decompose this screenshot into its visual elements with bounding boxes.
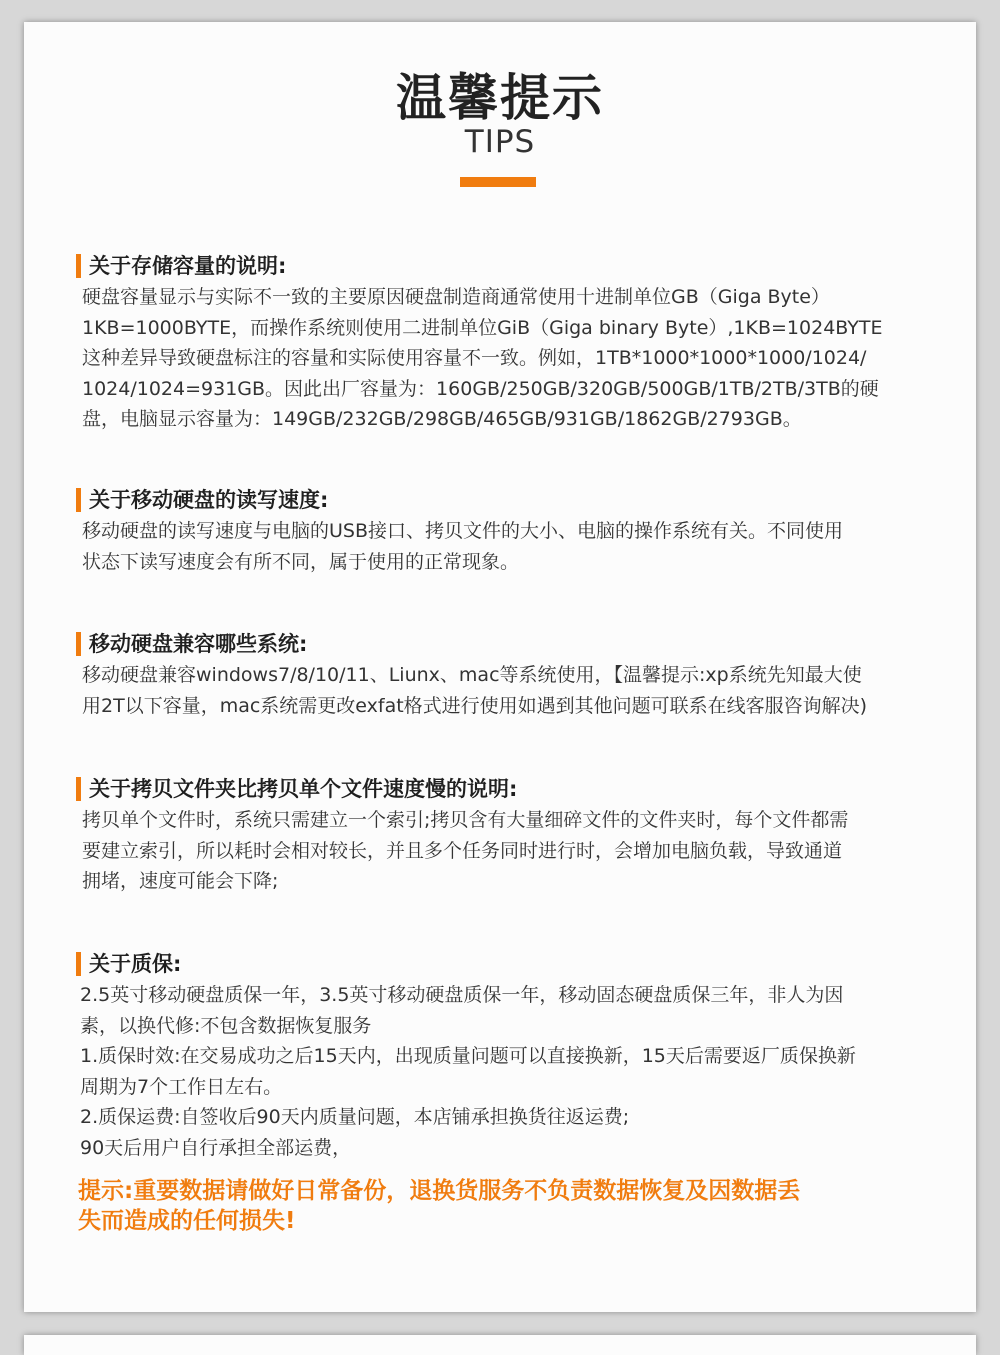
section-body xyxy=(82,805,956,897)
body-line: 这种差异导致硬盘标注的容量和实际使用容量不一致。例如，1TB*1000*1000*1000/1024/ xyxy=(82,347,867,369)
body-line: 90天后用户自行承担全部运费， xyxy=(80,1136,352,1159)
page-subtitle: TIPS xyxy=(464,124,536,160)
section-body xyxy=(80,980,956,1163)
section-body xyxy=(82,660,956,721)
section-body xyxy=(82,282,956,435)
section-storage-capacity xyxy=(76,254,956,435)
page-title: 温馨提示 xyxy=(396,69,604,127)
body-line: 周期为7个工作日左右。 xyxy=(80,1075,283,1098)
body-line: 用2T以下容量，mac系统需更改exfat格式进行使用如遇到其他问题可联系在线客服咨询解决) xyxy=(82,694,868,717)
section-folder-copy-speed xyxy=(76,777,956,897)
body-line: 拷贝单个文件时，系统只需建立一个索引;拷贝含有大量细碎文件的文件夹时，每个文件都需 xyxy=(82,809,849,831)
title-underline xyxy=(460,177,536,187)
backup-warning xyxy=(78,1176,958,1236)
body-line: 要建立索引，所以耗时会相对较长，并且多个任务同时进行时，会增加电脑负载，导致通道 xyxy=(82,839,843,862)
warning-line: 失而造成的任何损失! xyxy=(78,1208,296,1234)
body-line: 状态下读写速度会有所不同，属于使用的正常现象。 xyxy=(82,550,520,573)
body-line: 素，以换代修:不包含数据恢复服务 xyxy=(80,1014,372,1037)
body-line: 硬盘容量显示与实际不一致的主要原因硬盘制造商通常使用十进制单位GB（Giga Byte） xyxy=(82,286,830,308)
warning-line: 提示:重要数据请做好日常备份，退换货服务不负责数据恢复及因数据丢 xyxy=(78,1178,801,1204)
body-line: 2.质保运费:自签收后90天内质量问题，本店铺承担换货往返运费; xyxy=(80,1106,630,1128)
section-read-write-speed xyxy=(76,488,956,577)
section-title: 关于质保: xyxy=(76,952,956,976)
body-line: 1024/1024=931GB。因此出厂容量为：160GB/250GB/320GB/500GB/1TB/2TB/3TB的硬 xyxy=(82,377,879,400)
section-title: 关于存储容量的说明: xyxy=(76,254,956,278)
section-title: 关于拷贝文件夹比拷贝单个文件速度慢的说明: xyxy=(76,777,956,801)
body-line: 盘，电脑显示容量为：149GB/232GB/298GB/465GB/931GB/1862GB/2793GB。 xyxy=(82,408,802,430)
section-title: 移动硬盘兼容哪些系统: xyxy=(76,632,956,656)
body-line: 拥堵，速度可能会下降; xyxy=(82,870,279,892)
body-line: 2.5英寸移动硬盘质保一年，3.5英寸移动硬盘质保一年，移动固态硬盘质保三年，非人为因 xyxy=(80,984,844,1006)
body-line: 1.质保时效:在交易成功之后15天内，出现质量问题可以直接换新，15天后需要返厂质保换新 xyxy=(80,1045,856,1067)
section-compatible-systems xyxy=(76,632,956,721)
section-warranty xyxy=(76,952,956,1163)
next-card-edge xyxy=(24,1335,976,1355)
body-line: 移动硬盘的读写速度与电脑的USB接口、拷贝文件的大小、电脑的操作系统有关。不同使用 xyxy=(82,520,844,542)
body-line: 1KB=1000BYTE，而操作系统则使用二进制单位GiB（Giga binary Byte）,1KB=1024BYTE xyxy=(82,316,883,339)
body-line: 移动硬盘兼容windows7/8/10/11、Liunx、mac等系统使用，【温馨提示:xp系统先知最大使 xyxy=(82,664,862,686)
section-body xyxy=(82,516,956,577)
section-title: 关于移动硬盘的读写速度: xyxy=(76,488,956,512)
